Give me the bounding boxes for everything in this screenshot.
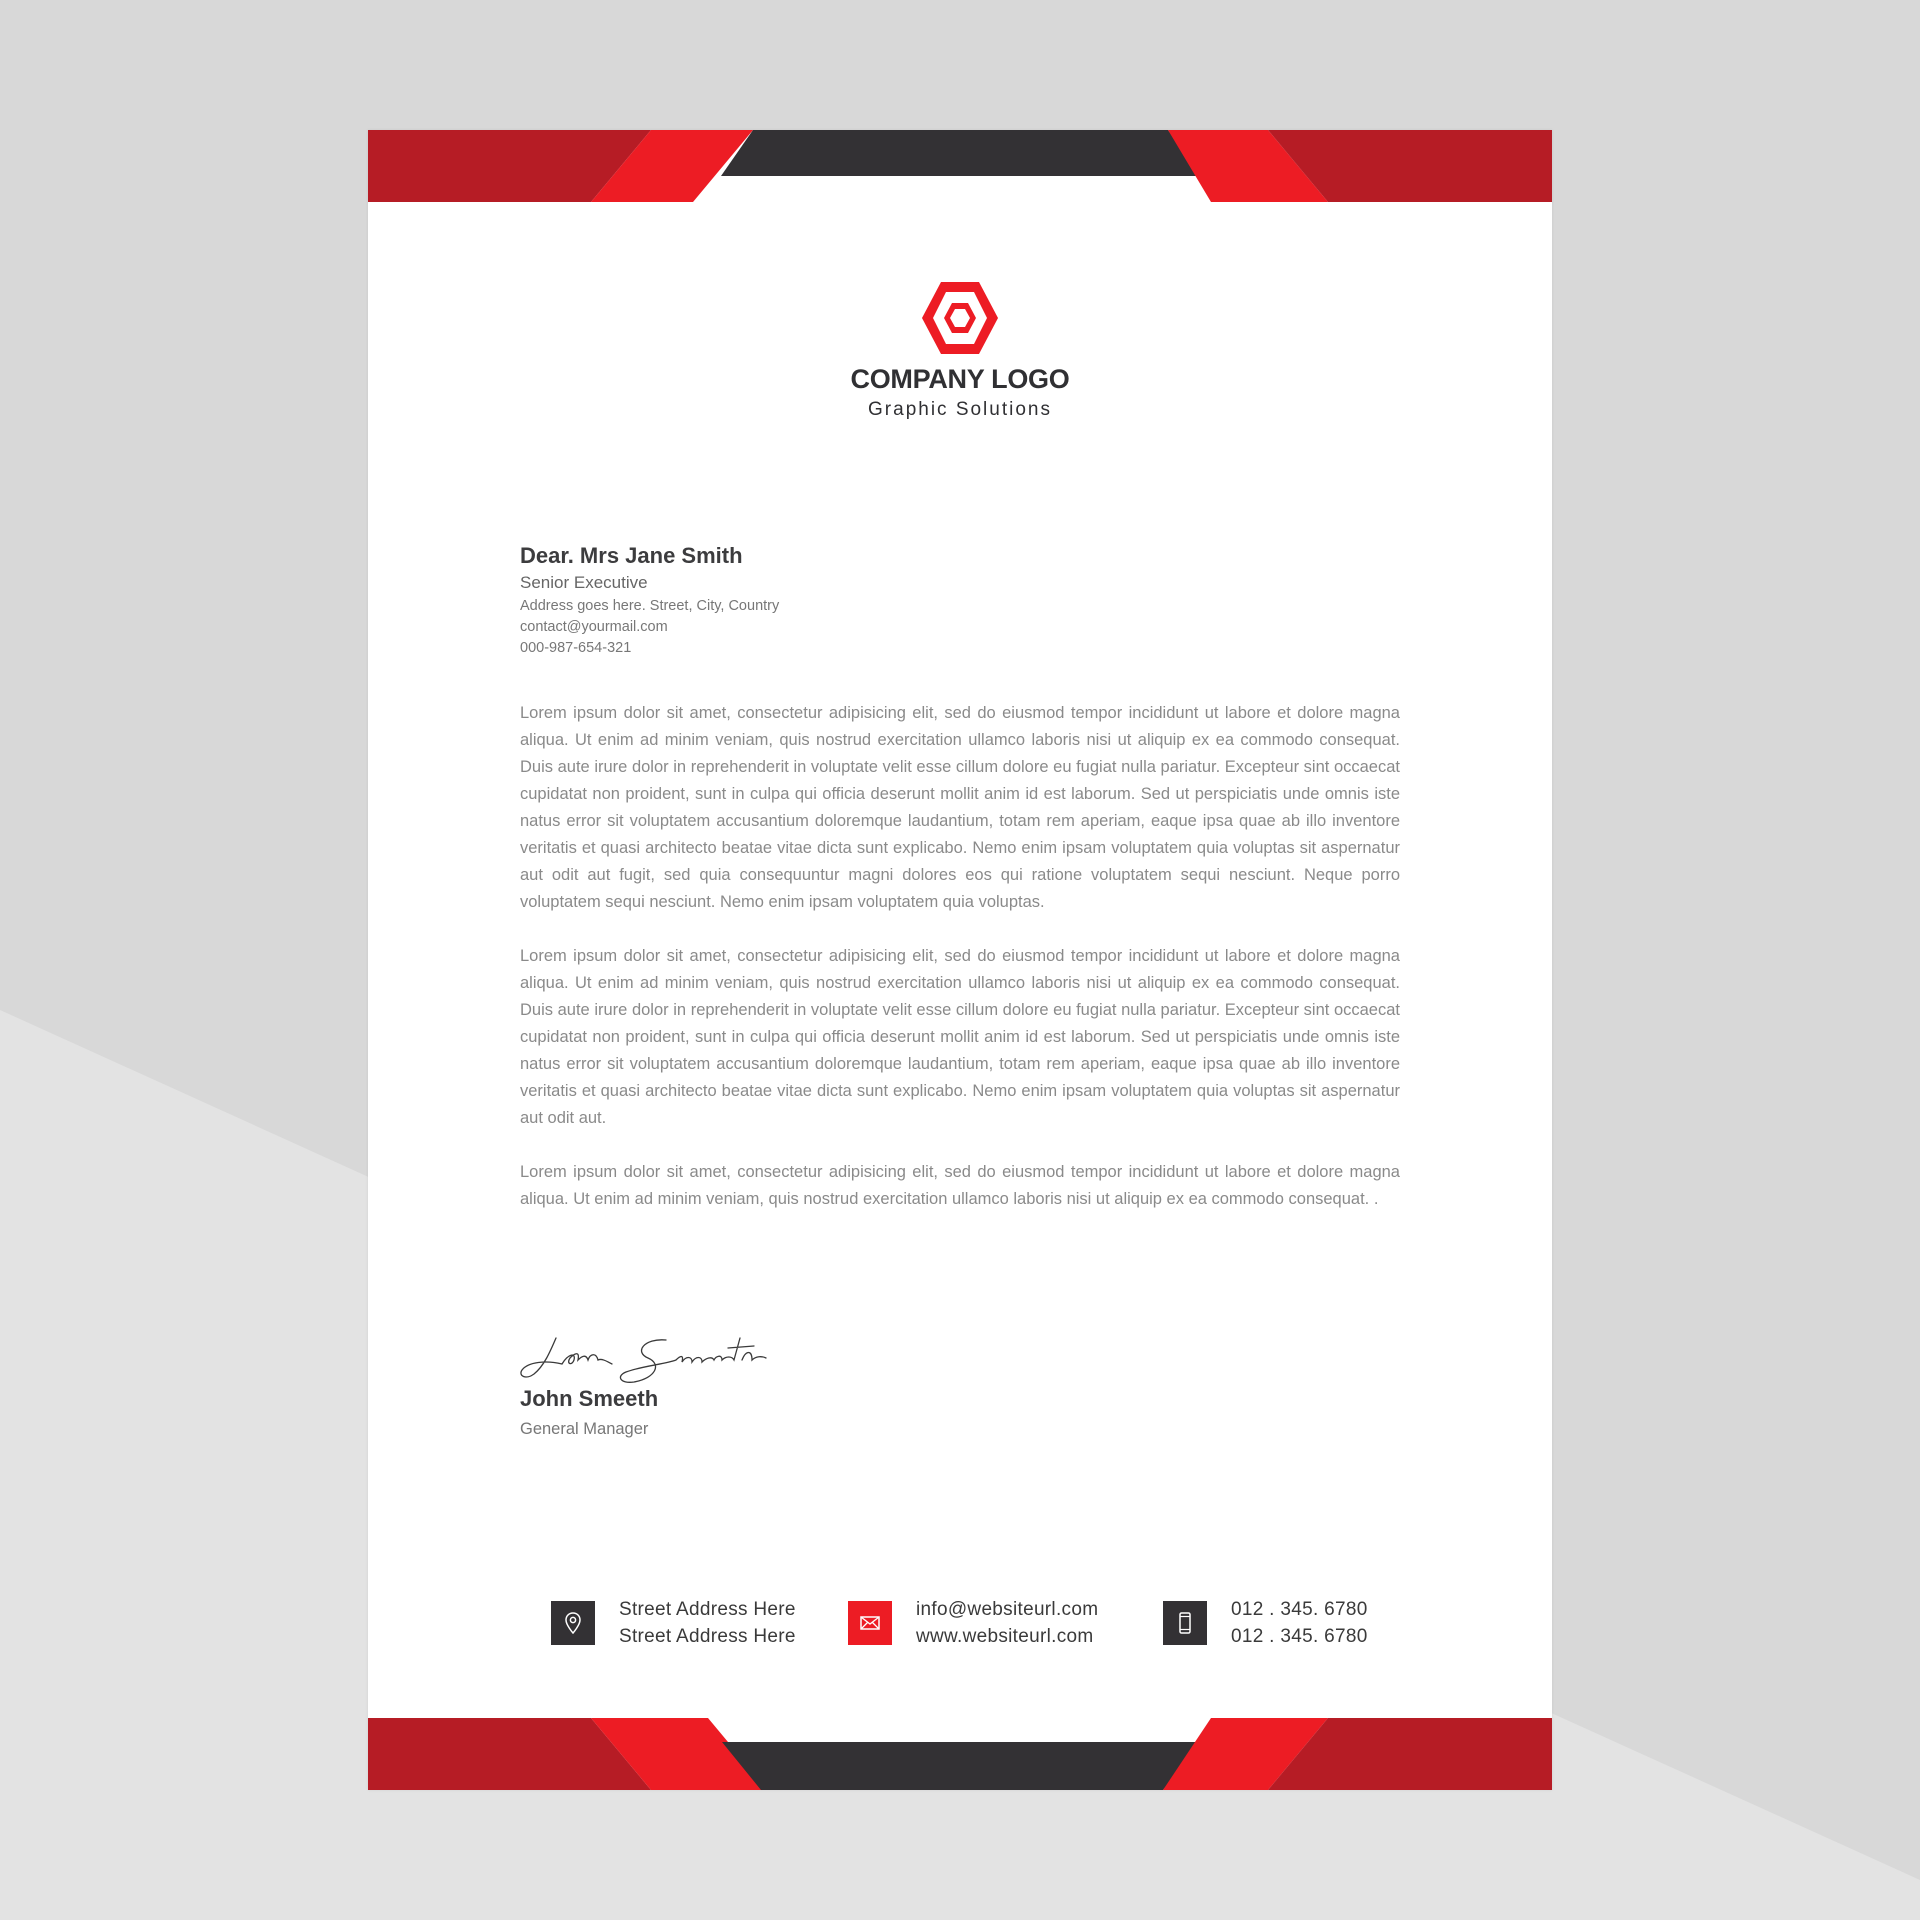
company-logo — [368, 278, 1552, 421]
address-icon-box — [551, 1601, 595, 1645]
mobile-phone-icon — [1173, 1611, 1197, 1635]
recipient-phone: 000-987-654-321 — [520, 640, 632, 656]
phone-icon-box — [1163, 1601, 1207, 1645]
body-paragraph: Lorem ipsum dolor sit amet, consectetur adipisicing elit, sed do eiusmod tempor incididunt ut labore et dolore magna aliqua. Ut enim ad minim veniam, quis nostrud exercitation ullamco laboris nisi ut aliquip ex ea commodo consequat. . — [520, 1163, 1400, 1208]
body-paragraph: Lorem ipsum dolor sit amet, consectetur adipisicing elit, sed do eiusmod tempor incididunt ut labore et dolore magna aliqua. Ut enim ad minim veniam, quis nostrud exercitation ullamco laboris nisi ut aliquip ex ea commodo consequat. Duis aute irure dolor in reprehenderit in voluptate velit esse cillum dolore eu fugiat nulla pariatur. Excepteur sint occaecat cupidatat non proident, sunt in culpa qui officia deserunt mollit anim id est laborum. Sed ut perspiciatis unde omnis iste natus error sit voluptatem accusantium doloremque laudantium, totam rem aperiam, eaque ipsa quae ab illo inventore veritatis et quasi architecto beatae vitae dicta sunt explicabo. Nemo enim ipsam voluptatem quia voluptas sit aspernatur aut odit aut fugit, sed quia consequuntur magni dolores eos qui ratione voluptatem sequi nesciunt. Neque porro voluptatem sequi nesciunt. Nemo enim ipsam voluptatem quia voluptas. — [520, 704, 1400, 911]
footer-band — [368, 1718, 1552, 1790]
header-band — [368, 130, 1552, 202]
recipient-title: Senior Executive — [520, 573, 648, 592]
letterhead-page — [368, 130, 1552, 1790]
company-name: COMPANY LOGO — [850, 364, 1070, 394]
signer-name: John Smeeth — [520, 1386, 659, 1411]
recipient-email: contact@yourmail.com — [520, 619, 668, 635]
envelope-icon — [858, 1611, 882, 1635]
address-line-1: Street Address Here — [619, 1599, 796, 1620]
recipient-block — [520, 543, 779, 656]
email-icon-box — [848, 1601, 892, 1645]
email-link[interactable]: info@websiteurl.com — [916, 1599, 1099, 1620]
footer-phone — [1163, 1596, 1368, 1650]
phone-line-1: 012 . 345. 6780 — [1231, 1599, 1368, 1620]
body-paragraph: Lorem ipsum dolor sit amet, consectetur adipisicing elit, sed do eiusmod tempor incididunt ut labore et dolore magna aliqua. Ut enim ad minim veniam, quis nostrud exercitation ullamco laboris nisi ut aliquip ex ea commodo consequat. Duis aute irure dolor in reprehenderit in voluptate velit esse cillum dolore eu fugiat nulla pariatur. Excepteur sint occaecat cupidatat non proident, sunt in culpa qui officia deserunt mollit anim id est laborum. Sed ut perspiciatis unde omnis iste natus error sit voluptatem accusantium doloremque laudantium, totam rem aperiam, eaque ipsa quae ab illo inventore veritatis et quasi architecto beatae vitae dicta sunt explicabo. Nemo enim ipsam voluptatem quia voluptas sit aspernatur aut odit aut. — [520, 947, 1400, 1127]
address-line-2: Street Address Here — [619, 1626, 796, 1647]
website-link[interactable]: www.websiteurl.com — [916, 1626, 1094, 1647]
footer-address — [551, 1596, 796, 1650]
hexagon-logo-icon — [920, 278, 1000, 358]
signer-title: General Manager — [520, 1420, 649, 1438]
letter-body — [520, 700, 1400, 1240]
recipient-address: Address goes here. Street, City, Country — [520, 598, 780, 614]
recipient-name: Dear. Mrs Jane Smith — [520, 543, 743, 568]
location-pin-icon — [561, 1611, 585, 1635]
company-tagline: Graphic Solutions — [868, 399, 1052, 420]
phone-line-2: 012 . 345. 6780 — [1231, 1626, 1368, 1647]
footer-web — [848, 1596, 1098, 1650]
handwritten-signature — [516, 1330, 776, 1390]
